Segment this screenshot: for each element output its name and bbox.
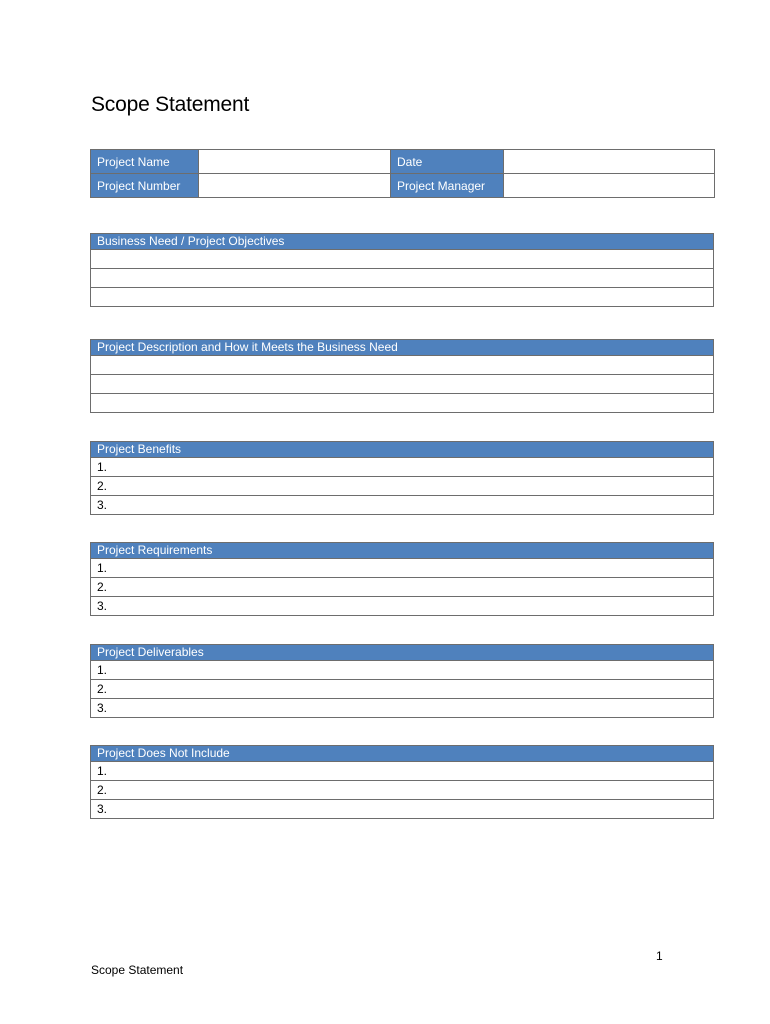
project-deliverables-item[interactable]: 2.	[91, 680, 714, 699]
business-need-row[interactable]	[91, 269, 714, 288]
project-benefits-table	[90, 441, 714, 515]
project-info-row-1	[91, 150, 715, 174]
project-description-table	[90, 339, 714, 413]
project-info-table	[90, 149, 715, 198]
project-exclusions-item[interactable]: 1.	[91, 762, 714, 781]
project-deliverables-item[interactable]: 1.	[91, 661, 714, 680]
project-number-label: Project Number	[91, 174, 199, 198]
project-description-row[interactable]	[91, 394, 714, 413]
project-benefits-item[interactable]: 2.	[91, 477, 714, 496]
business-need-header: Business Need / Project Objectives	[91, 234, 714, 250]
business-need-table	[90, 233, 714, 307]
project-deliverables-table	[90, 644, 714, 718]
project-manager-label: Project Manager	[391, 174, 504, 198]
project-description-header: Project Description and How it Meets the Business Need	[91, 340, 714, 356]
footer-text: Scope Statement	[91, 963, 184, 977]
project-requirements-item[interactable]: 1.	[91, 559, 714, 578]
project-deliverables-item[interactable]: 3.	[91, 699, 714, 718]
business-need-row[interactable]	[91, 288, 714, 307]
project-name-field[interactable]	[199, 150, 391, 174]
project-benefits-item[interactable]: 1.	[91, 458, 714, 477]
business-need-row[interactable]	[91, 250, 714, 269]
project-benefits-header: Project Benefits	[91, 442, 714, 458]
project-name-label: Project Name	[91, 150, 199, 174]
project-requirements-item[interactable]: 3.	[91, 597, 714, 616]
project-deliverables-header: Project Deliverables	[91, 645, 714, 661]
project-exclusions-item[interactable]: 3.	[91, 800, 714, 819]
page-number: 1	[656, 949, 663, 963]
project-manager-field[interactable]	[504, 174, 715, 198]
project-exclusions-item[interactable]: 2.	[91, 781, 714, 800]
project-description-row[interactable]	[91, 356, 714, 375]
project-requirements-item[interactable]: 2.	[91, 578, 714, 597]
project-exclusions-header: Project Does Not Include	[91, 746, 714, 762]
project-requirements-header: Project Requirements	[91, 543, 714, 559]
project-requirements-table	[90, 542, 714, 616]
date-label: Date	[391, 150, 504, 174]
project-exclusions-table	[90, 745, 714, 819]
page-title: Scope Statement	[91, 93, 250, 116]
project-number-field[interactable]	[199, 174, 391, 198]
project-info-row-2	[91, 174, 715, 198]
date-field[interactable]	[504, 150, 715, 174]
project-description-row[interactable]	[91, 375, 714, 394]
project-benefits-item[interactable]: 3.	[91, 496, 714, 515]
